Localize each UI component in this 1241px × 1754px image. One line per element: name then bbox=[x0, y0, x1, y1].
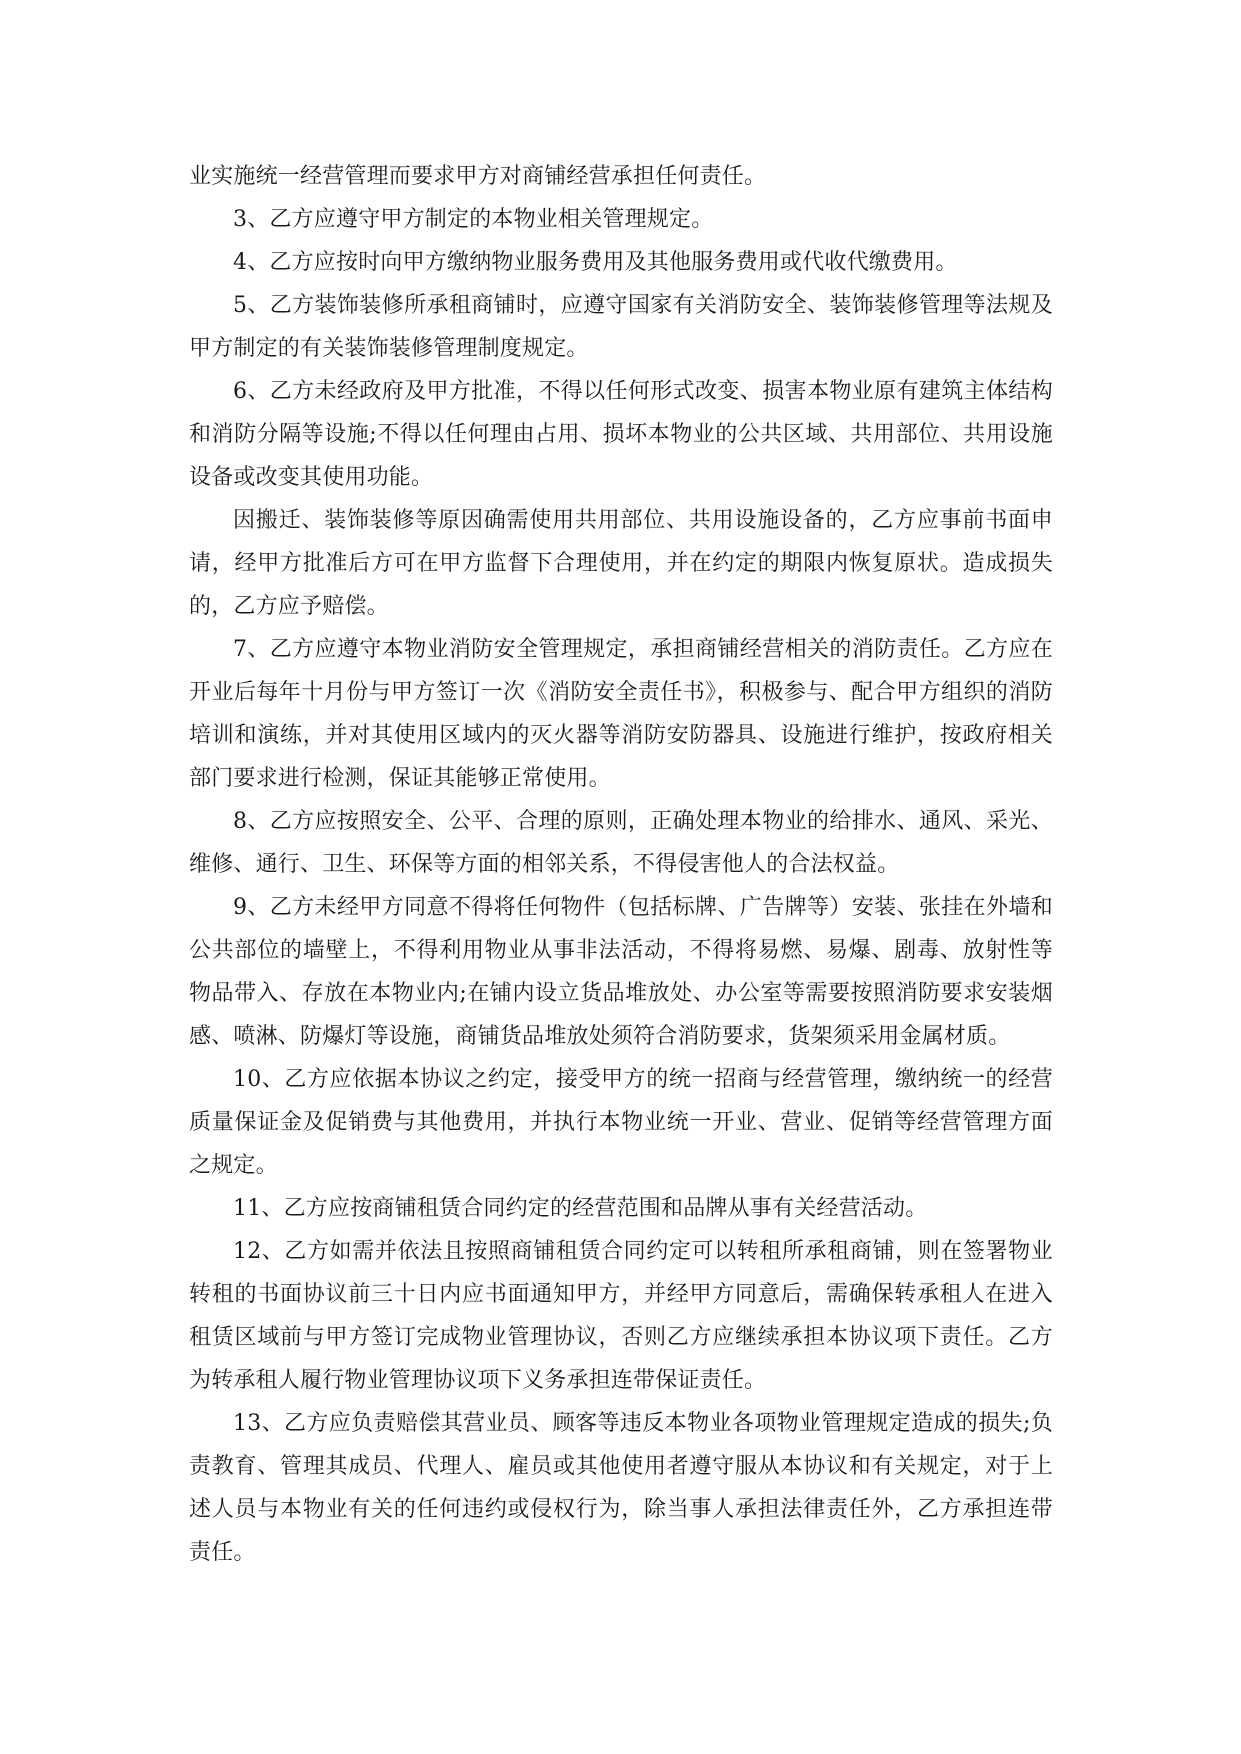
paragraph-5: 因搬迁、装饰装修等原因确需使用共用部位、共用设施设备的，乙方应事前书面申请，经甲方批准后方可在甲方监督下合理使用，并在约定的期限内恢复原状。造成损失的，乙方应予赔偿。 bbox=[189, 508, 1053, 619]
paragraph-12: 13、乙方应负责赔偿其营业员、顾客等违反本物业各项物业管理规定造成的损失;负责教育、管理其成员、代理人、雇员或其他使用者遵守服从本协议和有关规定，对于上述人员与本物业有关的任何违约或侵权行为，除当事人承担法律责任外，乙方承担连带责任。 bbox=[189, 1411, 1053, 1565]
paragraph-10: 11、乙方应按商铺租赁合同约定的经营范围和品牌从事有关经营活动。 bbox=[233, 1196, 928, 1221]
paragraph-1: 3、乙方应遵守甲方制定的本物业相关管理规定。 bbox=[233, 207, 714, 232]
document-body bbox=[189, 155, 1053, 1574]
paragraph-8: 9、乙方未经甲方同意不得将任何物件（包括标牌、广告牌等）安装、张挂在外墙和公共部位的墙壁上，不得利用物业从事非法活动，不得将易燃、易爆、剧毒、放射性等物品带入、存放在本物业内;在铺内设立货品堆放处、办公室等需要按照消防要求安装烟感、喷淋、防爆灯等设施，商铺货品堆放处须符合消防要求，货架须采用金属材质。 bbox=[189, 895, 1053, 1049]
paragraph-0: 业实施统一经营管理而要求甲方对商铺经营承担任何责任。 bbox=[189, 164, 767, 189]
paragraph-11: 12、乙方如需并依法且按照商铺租赁合同约定可以转租所承租商铺，则在签署物业转租的书面协议前三十日内应书面通知甲方，并经甲方同意后，需确保转承租人在进入租赁区域前与甲方签订完成物业管理协议，否则乙方应继续承担本协议项下责任。乙方为转承租人履行物业管理协议项下义务承担连带保证责任。 bbox=[189, 1239, 1053, 1393]
paragraph-4: 6、乙方未经政府及甲方批准，不得以任何形式改变、损害本物业原有建筑主体结构和消防分隔等设施;不得以任何理由占用、损坏本物业的公共区域、共用部位、共用设施设备或改变其使用功能。 bbox=[189, 379, 1053, 490]
paragraph-3: 5、乙方装饰装修所承租商铺时，应遵守国家有关消防安全、装饰装修管理等法规及甲方制定的有关装饰装修管理制度规定。 bbox=[189, 293, 1053, 361]
paragraph-7: 8、乙方应按照安全、公平、合理的原则，正确处理本物业的给排水、通风、采光、维修、通行、卫生、环保等方面的相邻关系，不得侵害他人的合法权益。 bbox=[189, 809, 1053, 877]
paragraph-9: 10、乙方应依据本协议之约定，接受甲方的统一招商与经营管理，缴纳统一的经营质量保证金及促销费与其他费用，并执行本物业统一开业、营业、促销等经营管理方面之规定。 bbox=[189, 1067, 1053, 1178]
paragraph-6: 7、乙方应遵守本物业消防安全管理规定，承担商铺经营相关的消防责任。乙方应在开业后每年十月份与甲方签订一次《消防安全责任书》，积极参与、配合甲方组织的消防培训和演练，并对其使用区域内的灭火器等消防安防器具、设施进行维护，按政府相关部门要求进行检测，保证其能够正常使用。 bbox=[189, 637, 1053, 791]
paragraph-2: 4、乙方应按时向甲方缴纳物业服务费用及其他服务费用或代收代缴费用。 bbox=[233, 250, 958, 275]
